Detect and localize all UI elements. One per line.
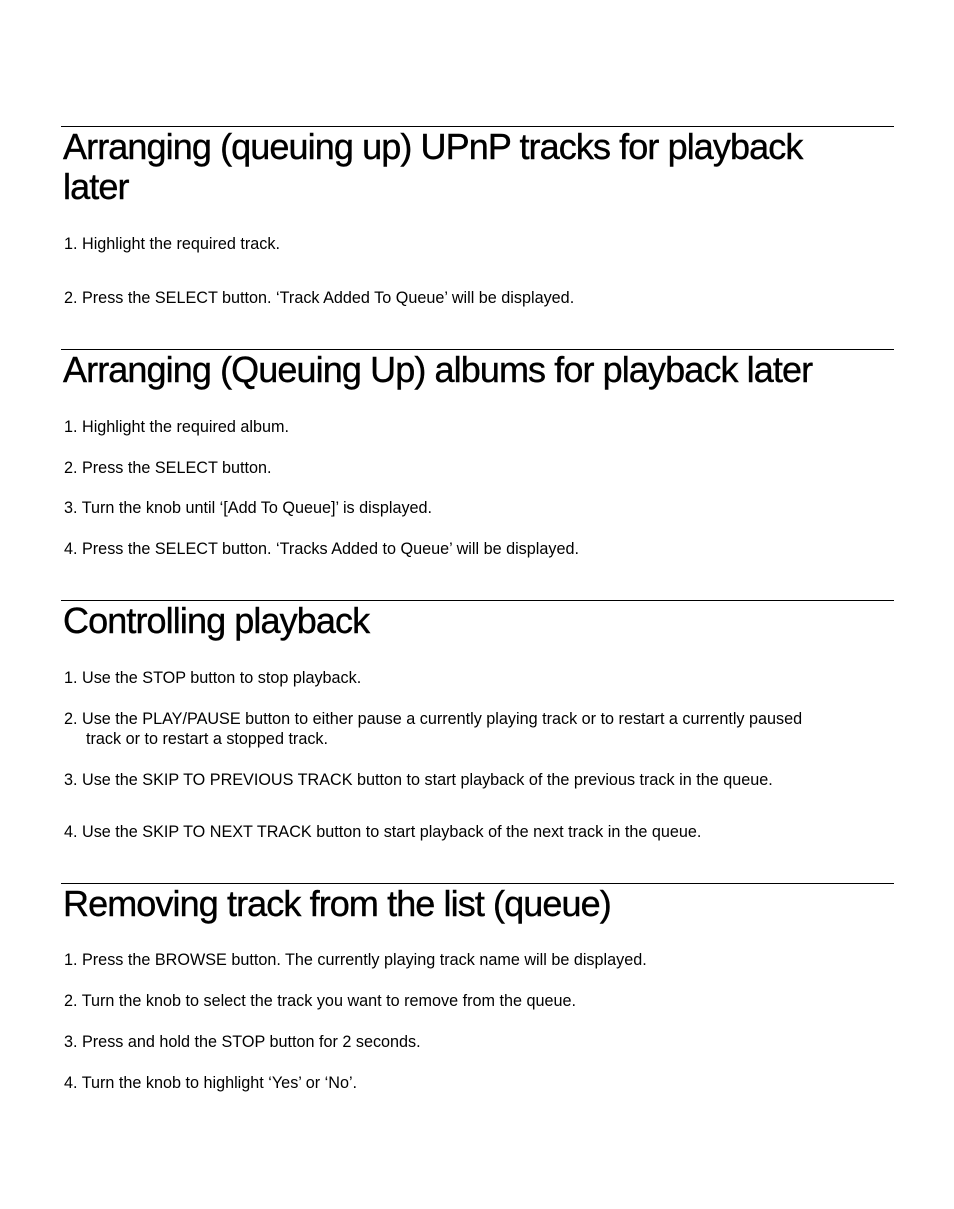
step-item: 3. Press and hold the STOP button for 2 seconds. xyxy=(64,1033,421,1051)
step-line: 2. Use the PLAY/PAUSE button to either pause a currently playing track or to restart a currently paused xyxy=(64,710,803,728)
heading-line-1: Arranging (queuing up) UPnP tracks for playback xyxy=(63,126,803,167)
step-item: 1. Highlight the required album. xyxy=(64,418,289,436)
step-item: 2. Press the SELECT button. ‘Track Added To Queue’ will be displayed. xyxy=(64,289,575,307)
section-heading xyxy=(61,127,894,207)
step-item-multiline xyxy=(64,709,894,749)
section-heading: Arranging (Queuing Up) albums for playback later xyxy=(63,349,813,390)
section-queue-albums xyxy=(61,349,894,390)
step-item: 1. Press the BROWSE button. The currently playing track name will be displayed. xyxy=(64,951,647,969)
step-item: 1. Highlight the required track. xyxy=(64,235,280,253)
step-item: 4. Turn the knob to highlight ‘Yes’ or ‘No’. xyxy=(64,1074,358,1092)
step-item: 1. Use the STOP button to stop playback. xyxy=(64,669,362,687)
section-heading: Removing track from the list (queue) xyxy=(63,883,611,924)
section-queue-upnp-tracks xyxy=(61,126,894,207)
step-item: 3. Turn the knob until ‘[Add To Queue]’ is displayed. xyxy=(64,499,433,517)
step-item: 3. Use the SKIP TO PREVIOUS TRACK button to start playback of the previous track in the queue. xyxy=(64,771,773,789)
step-item: 4. Press the SELECT button. ‘Tracks Added to Queue’ will be displayed. xyxy=(64,540,579,558)
step-item: 4. Use the SKIP TO NEXT TRACK button to start playback of the next track in the queue. xyxy=(64,823,702,841)
section-controlling-playback xyxy=(61,600,894,641)
step-item: 2. Press the SELECT button. xyxy=(64,459,272,477)
heading-line-2: later xyxy=(63,166,129,207)
step-line-continuation: track or to restart a stopped track. xyxy=(86,730,329,748)
section-heading: Controlling playback xyxy=(63,600,370,641)
section-removing-track xyxy=(61,883,894,924)
step-item: 2. Turn the knob to select the track you want to remove from the queue. xyxy=(64,992,576,1010)
